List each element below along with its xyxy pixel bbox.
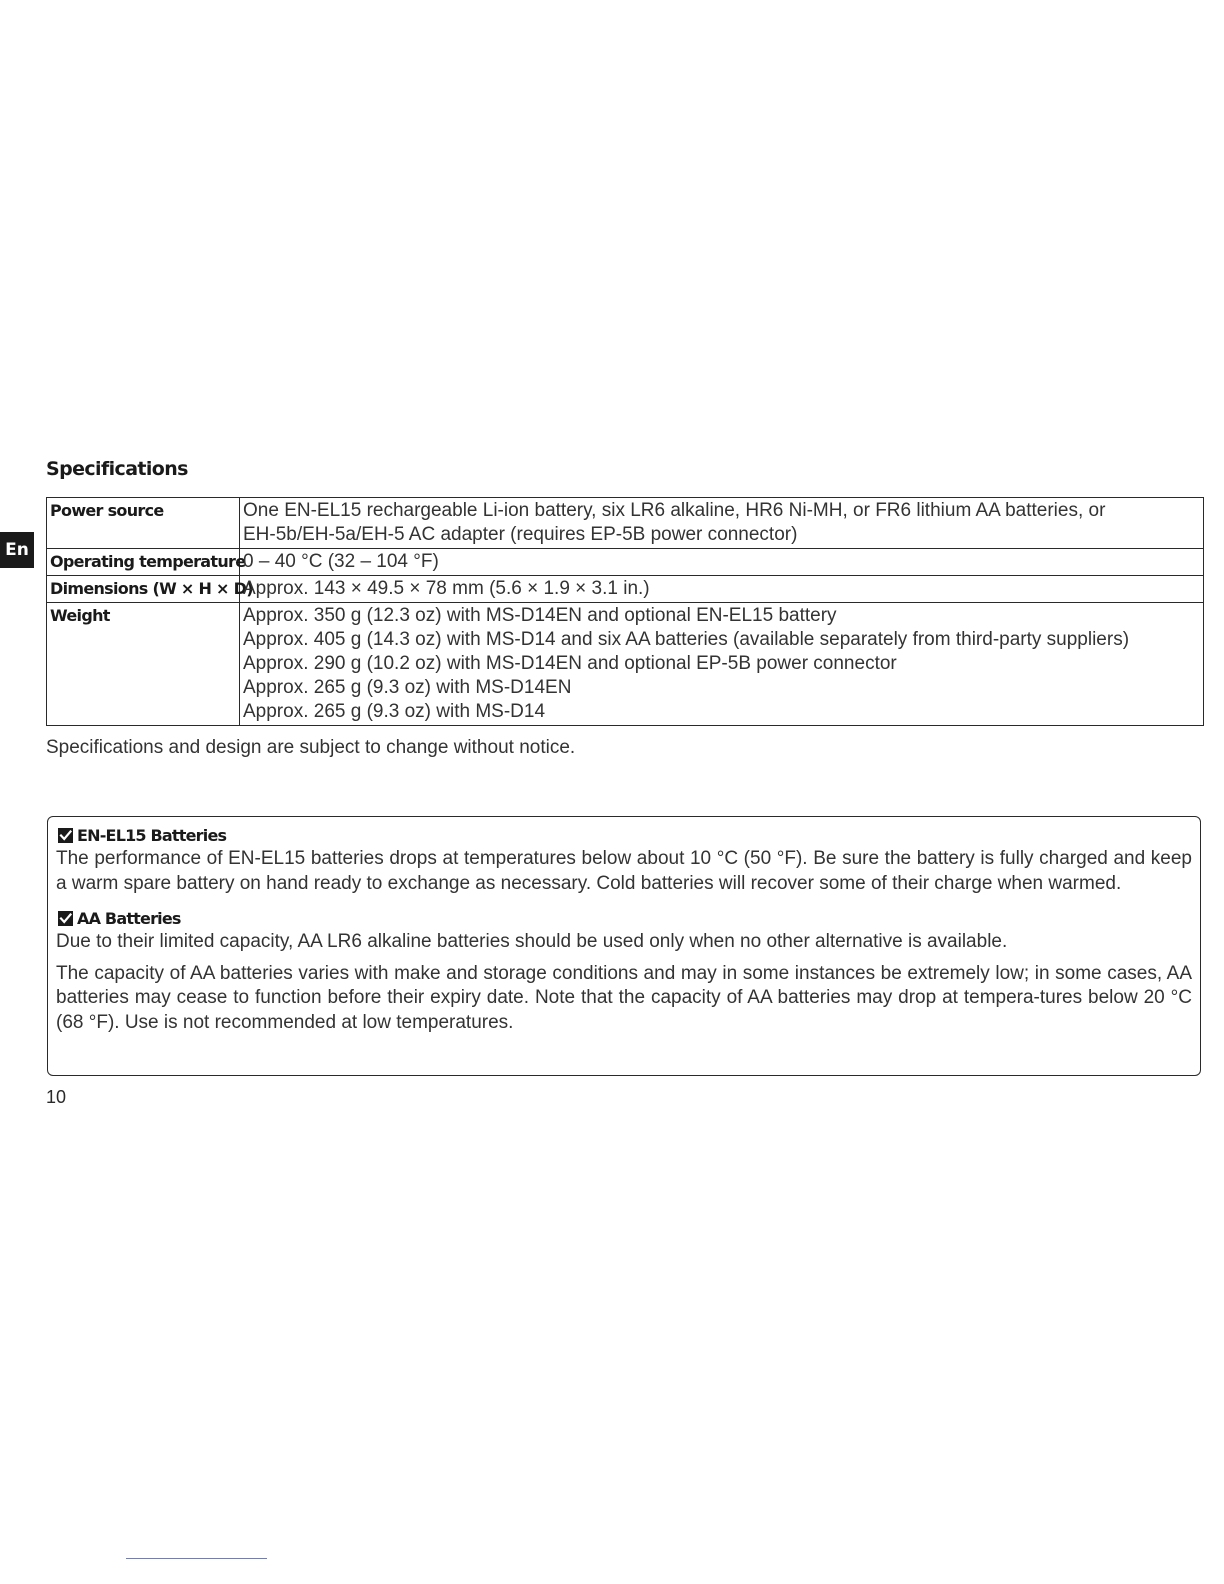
- spec-row-power-source: [47, 498, 1204, 549]
- note-heading-aa: [56, 906, 1192, 930]
- footer-rule: [126, 1558, 267, 1559]
- spec-value-line: Approx. 143 × 49.5 × 78 mm (5.6 × 1.9 × 3.1 in.): [243, 578, 650, 599]
- specifications-table: [46, 497, 1204, 726]
- caution-check-icon: [58, 911, 73, 926]
- note-title: AA Batteries: [77, 908, 181, 928]
- spec-value-line: One EN-EL15 rechargeable Li-ion battery, six LR6 alkaline, HR6 Ni-MH, or FR6 lithium AA batteries, or: [243, 500, 1106, 521]
- spec-row-weight: [47, 603, 1204, 726]
- spec-value: [240, 576, 1204, 603]
- note-text-enel15: The performance of EN-EL15 batteries drops at temperatures below about 10 °C (50 °F). Be sure the battery is fully charged and keep a warm spare battery on hand ready to exchange as necessary. Cold batteries will recover some of their charge when warmed.: [56, 848, 1192, 894]
- note-title: EN-EL15 Batteries: [77, 825, 227, 845]
- spec-value-line: 0 – 40 °C (32 – 104 °F): [243, 551, 439, 572]
- note-text-aa-variation: The capacity of AA batteries varies with make and storage conditions and may in some instances be extremely low; in some cases, AA batteries may cease to function before their expiry date. Note that the capacity of AA batteries may drop at tempera-tures below 20 °C (68 °F). Use is not recommended at low temperatures.: [56, 962, 1192, 1033]
- language-tab: En: [0, 532, 34, 568]
- spec-label: Power source: [47, 498, 240, 549]
- caution-notes-box: [47, 816, 1201, 1076]
- specifications-notice: Specifications and design are subject to change without notice.: [46, 737, 576, 758]
- spec-row-dimensions: [47, 576, 1204, 603]
- section-title: Specifications: [46, 458, 188, 480]
- spec-value: [240, 603, 1204, 726]
- page-number: 10: [46, 1087, 67, 1107]
- spec-row-operating-temperature: [47, 549, 1204, 576]
- spec-value: [240, 498, 1204, 549]
- spec-value-line: EH-5b/EH-5a/EH-5 AC adapter (requires EP-5B power connector): [243, 524, 798, 545]
- spec-value-line: Approx. 290 g (10.2 oz) with MS-D14EN and optional EP-5B power connector: [243, 653, 897, 674]
- note-heading-enel15: [56, 823, 1192, 847]
- spec-value-line: Approx. 265 g (9.3 oz) with MS-D14: [243, 701, 546, 722]
- spec-value-line: Approx. 265 g (9.3 oz) with MS-D14EN: [243, 677, 572, 698]
- caution-check-icon: [58, 828, 73, 843]
- spec-value: [240, 549, 1204, 576]
- spec-value-line: Approx. 405 g (14.3 oz) with MS-D14 and six AA batteries (available separately from third-party suppliers): [243, 629, 1130, 650]
- spec-label: Dimensions (W × H × D): [47, 576, 240, 603]
- spec-label: Operating temperature: [47, 549, 240, 576]
- spec-value-line: Approx. 350 g (12.3 oz) with MS-D14EN and optional EN-EL15 battery: [243, 605, 837, 626]
- note-text-aa-capacity: Due to their limited capacity, AA LR6 alkaline batteries should be used only when no other alternative is available.: [56, 931, 1008, 952]
- spec-label: Weight: [47, 603, 240, 726]
